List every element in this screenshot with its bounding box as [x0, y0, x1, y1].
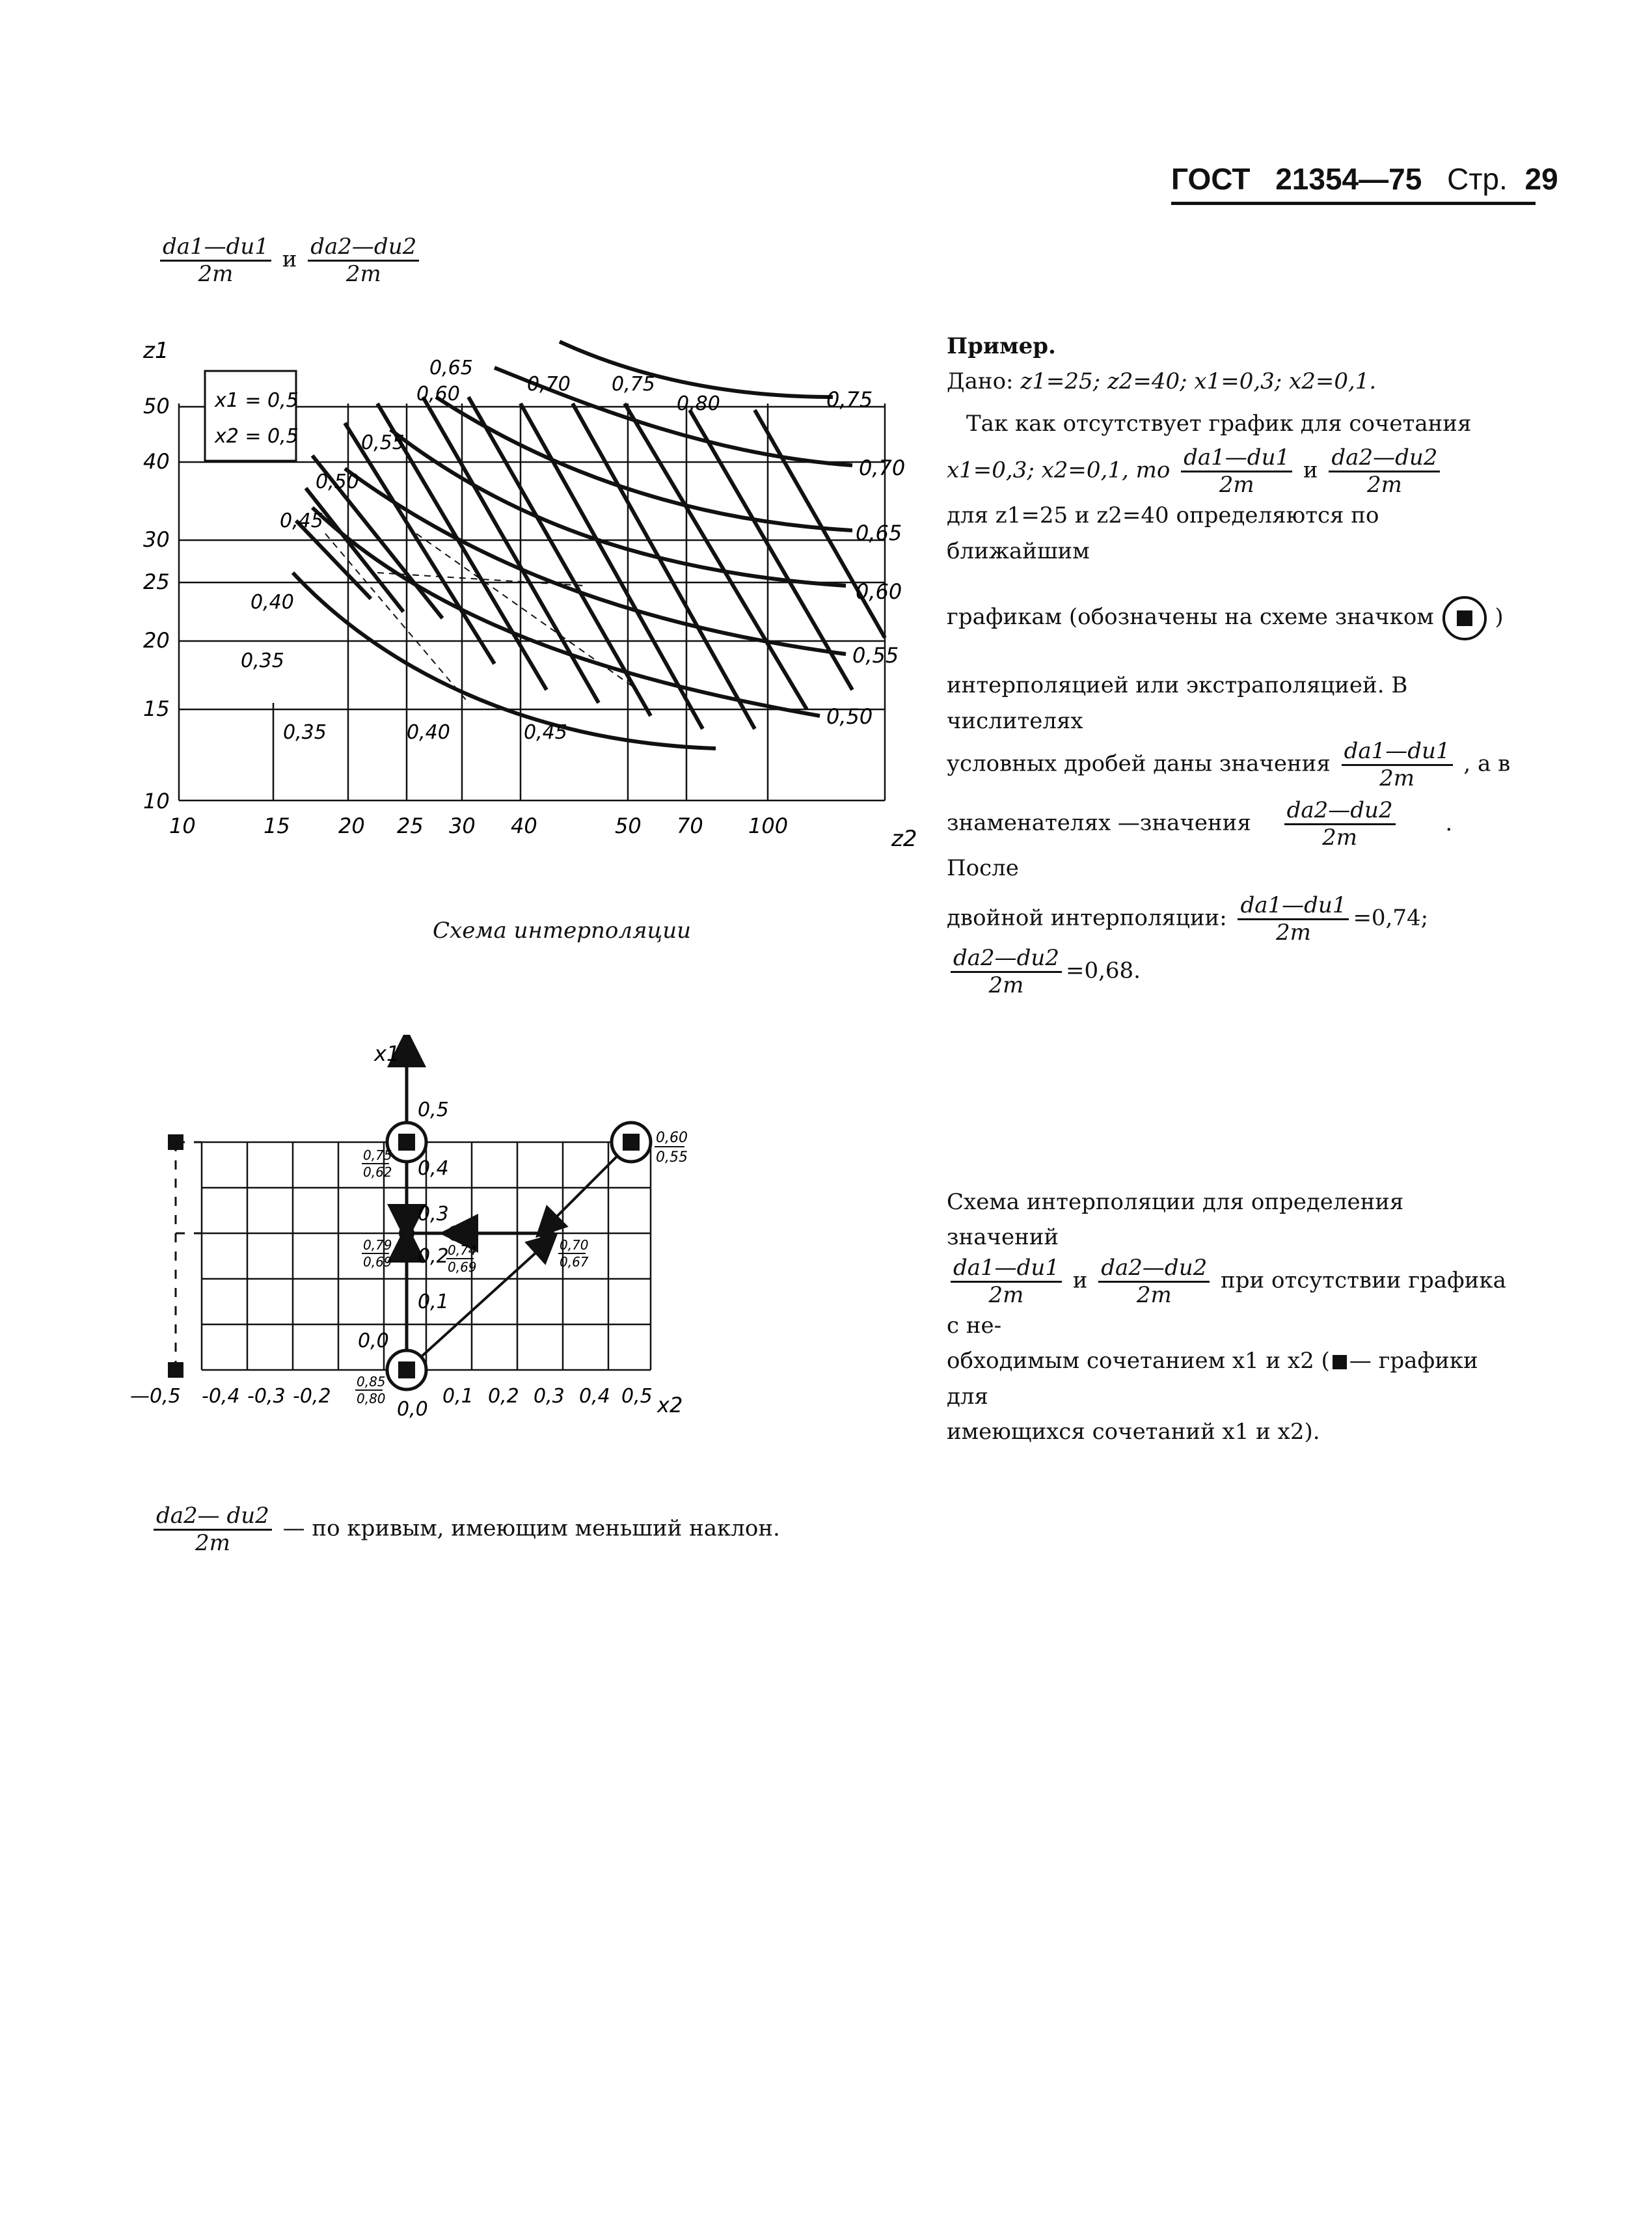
fraction-num: 0,70 [560, 1237, 589, 1253]
curve-label: 0,50 [826, 704, 873, 729]
y-axis-label: x1 [374, 1041, 400, 1066]
fraction-den: 0,62 [363, 1164, 392, 1180]
curve-label: 0,40 [407, 721, 450, 744]
example-p5 [947, 739, 1519, 791]
y-axis-label: z1 [143, 338, 169, 364]
circled-marker [612, 1123, 651, 1162]
caption-l2 [947, 1255, 1519, 1344]
curve-label: 0,45 [280, 510, 323, 532]
p6-end: . После [947, 810, 1453, 882]
circled-marker [387, 1123, 426, 1162]
x-axis-label: z2 [891, 826, 917, 852]
node [539, 1225, 554, 1241]
x-tick: 10 [169, 814, 196, 838]
x-axis-label: x2 [657, 1393, 683, 1417]
f-den: 2m [1322, 825, 1358, 851]
inset-x2: x2 = 0,5 [215, 425, 299, 448]
available-marker [168, 1362, 183, 1378]
p1b: x1=0,3; x2=0,1, то [947, 457, 1171, 484]
x-tick: 0,5 [621, 1385, 653, 1408]
x-tick: -0,4 [202, 1385, 240, 1408]
r1-val: =0,74; [1353, 905, 1429, 931]
f-num: da2—du2 [1329, 445, 1440, 472]
page-header [1171, 161, 1558, 205]
circled-marker [387, 1350, 426, 1389]
f-den: 2m [988, 1281, 1024, 1308]
f-num: da2— du2 [154, 1503, 272, 1531]
fraction-den: 0,69 [448, 1259, 477, 1275]
x-tick: 0,1 [442, 1385, 474, 1408]
f-num: da2—du2 [1284, 798, 1396, 825]
example-p4: интерполяцией или экстраполяцией. В числителях [947, 672, 1408, 734]
fraction [655, 1130, 688, 1166]
marker-icon [1441, 595, 1488, 642]
curve-label: 0,35 [283, 721, 327, 744]
x-tick: 100 [748, 814, 789, 838]
dashed-edge [176, 1142, 202, 1370]
formula-conj: и [282, 246, 297, 273]
p3: графикам (обозначены на схеме значком [947, 604, 1434, 631]
inset-x1: x1 = 0,5 [215, 389, 299, 412]
caption-l4: имеющихся сочетаний x1 и x2). [947, 1419, 1320, 1445]
given-label: Дано: [947, 368, 1014, 395]
fraction [446, 1242, 477, 1275]
f-den: 2m [1136, 1281, 1172, 1308]
r-num: da1—du1 [1238, 893, 1349, 920]
y-tick: 0,2 [418, 1245, 449, 1268]
gost-number: 21354—75 [1275, 162, 1422, 196]
y-tick: 50 [143, 394, 170, 418]
x-tick: 25 [397, 814, 424, 838]
example-p7 [947, 893, 1519, 946]
x-tick: -0,2 [293, 1385, 331, 1408]
curve-label: 0,70 [859, 456, 906, 480]
curve-label: 0,45 [524, 721, 567, 744]
r-den: 2m [988, 972, 1024, 998]
caption-l1: Схема интерполяции для определения значений [947, 1189, 1404, 1251]
f-den: 2m [195, 1530, 230, 1557]
fraction [355, 1374, 386, 1406]
curve-label: 0,70 [527, 373, 571, 396]
conj: и [1072, 1267, 1088, 1294]
x-tick: 70 [677, 814, 703, 838]
fraction [362, 1237, 392, 1270]
p6a: знаменателях —значения [947, 810, 1251, 836]
y-tick: 20 [143, 628, 170, 653]
r-num: da2—du2 [951, 946, 1062, 973]
x-tick: 20 [338, 814, 365, 838]
example-p6 [947, 798, 1519, 886]
footer-note [150, 1503, 780, 1556]
fraction-den: 0,80 [357, 1391, 386, 1406]
x-tick: 40 [511, 814, 537, 838]
chart-caption: Схема интерполяции [433, 918, 692, 944]
x-tick: 0,3 [534, 1385, 565, 1408]
r-den: 2m [1276, 919, 1311, 946]
curve-label: 0,35 [241, 650, 284, 672]
example-given [947, 364, 1519, 399]
fraction-num: 0,75 [363, 1147, 392, 1163]
square-marker-icon [1333, 1355, 1347, 1369]
given-values: z1=25; z2=40; x1=0,3; x2=0,1. [1020, 368, 1377, 395]
f-num: da2—du2 [1098, 1255, 1210, 1283]
curve-label: 0,75 [612, 373, 655, 396]
node [448, 1225, 463, 1241]
x-tick: 0,2 [488, 1385, 519, 1408]
fraction-num: 0,74 [448, 1242, 477, 1258]
fraction-num: 0,60 [656, 1130, 688, 1146]
fraction-den: 0,67 [560, 1254, 589, 1270]
y-tick: 40 [143, 449, 170, 474]
example-p8 [947, 946, 1519, 998]
f-num: da1—du1 [1181, 445, 1292, 472]
y-tick: 0,3 [418, 1203, 449, 1225]
f-den: 2m [1366, 472, 1402, 499]
x-tick: 0,4 [579, 1385, 610, 1408]
fraction-num: 0,85 [357, 1374, 386, 1389]
x-tick: -0,3 [247, 1385, 286, 1408]
footer-text: — по кривым, имеющим меньший наклон. [282, 1515, 780, 1542]
curve-label: 0,80 [677, 392, 720, 415]
node [399, 1225, 414, 1241]
r2-val: =0,68. [1065, 957, 1141, 984]
f-den: 2m [1379, 765, 1415, 792]
x-tick: 30 [449, 814, 476, 838]
p3-end: ) [1495, 604, 1504, 631]
curve-label: 0,65 [856, 521, 902, 545]
curve-label: 0,75 [826, 387, 873, 412]
curve-label: 0,55 [852, 643, 899, 668]
fraction [362, 1147, 392, 1180]
y-tick: 30 [143, 527, 170, 552]
x-tick: 0,0 [397, 1398, 428, 1421]
fraction-den: 0,69 [363, 1254, 392, 1270]
y-tick: 0,5 [418, 1099, 449, 1121]
page-number: 29 [1524, 162, 1558, 196]
p7: двойной интерполяции: [947, 905, 1227, 931]
x-tick: 15 [264, 814, 290, 838]
diagram-caption [947, 1184, 1519, 1450]
example-p3 [947, 595, 1519, 642]
y-tick: 0,4 [418, 1157, 449, 1180]
fraction [558, 1237, 589, 1270]
formula-num: da1—du1 [160, 234, 271, 262]
p5-end: , а в [1463, 750, 1511, 777]
curve-label: 0,50 [316, 471, 359, 493]
example-p1: Так как отсутствует график для сочетания [966, 410, 1472, 437]
curve-label: 0,40 [251, 591, 294, 614]
example-block [947, 329, 1519, 998]
formula-den: 2m [198, 261, 234, 288]
example-line2 [947, 445, 1519, 498]
example-p2: для z1=25 и z2=40 определяются по ближайшим [947, 502, 1379, 564]
y-tick: 0,1 [418, 1291, 449, 1313]
f-den: 2m [1219, 472, 1254, 499]
y-tick: 15 [143, 696, 170, 721]
example-title: Пример. [947, 333, 1056, 359]
page-label: Стр. [1447, 162, 1508, 196]
top-formula [156, 234, 423, 287]
caption-l3-text: обходимым сочетанием x1 и x2 ( [947, 1348, 1330, 1374]
curve-label: 0,60 [416, 383, 460, 405]
y-tick: 10 [143, 789, 170, 814]
formula-den: 2m [345, 261, 381, 288]
f-num: da1—du1 [1342, 739, 1453, 766]
x-tick: 50 [615, 814, 642, 838]
f-num: da1—du1 [951, 1255, 1062, 1283]
fraction-den: 0,55 [656, 1149, 688, 1166]
caption-l3 [947, 1343, 1519, 1414]
x-tick: —0,5 [130, 1385, 181, 1408]
gost-label: ГОСТ [1171, 162, 1251, 196]
interpolation-chart [130, 325, 943, 859]
conj: и [1303, 457, 1318, 484]
y-tick: 0,0 [358, 1330, 389, 1352]
p5: условных дробей даны значения [947, 750, 1331, 777]
fraction-num: 0,79 [363, 1237, 392, 1253]
available-marker [168, 1134, 183, 1150]
caption-l3b-text: — графики для [947, 1348, 1478, 1410]
curve-label: 0,65 [429, 357, 473, 379]
interpolation-grid-diagram [117, 1035, 722, 1438]
caption-l2-text: при отсутствии графика с не- [947, 1267, 1506, 1339]
y-tick: 25 [143, 569, 170, 594]
formula-num: da2—du2 [308, 234, 419, 262]
curve-label: 0,60 [856, 579, 902, 604]
curve-label: 0,55 [361, 431, 405, 454]
